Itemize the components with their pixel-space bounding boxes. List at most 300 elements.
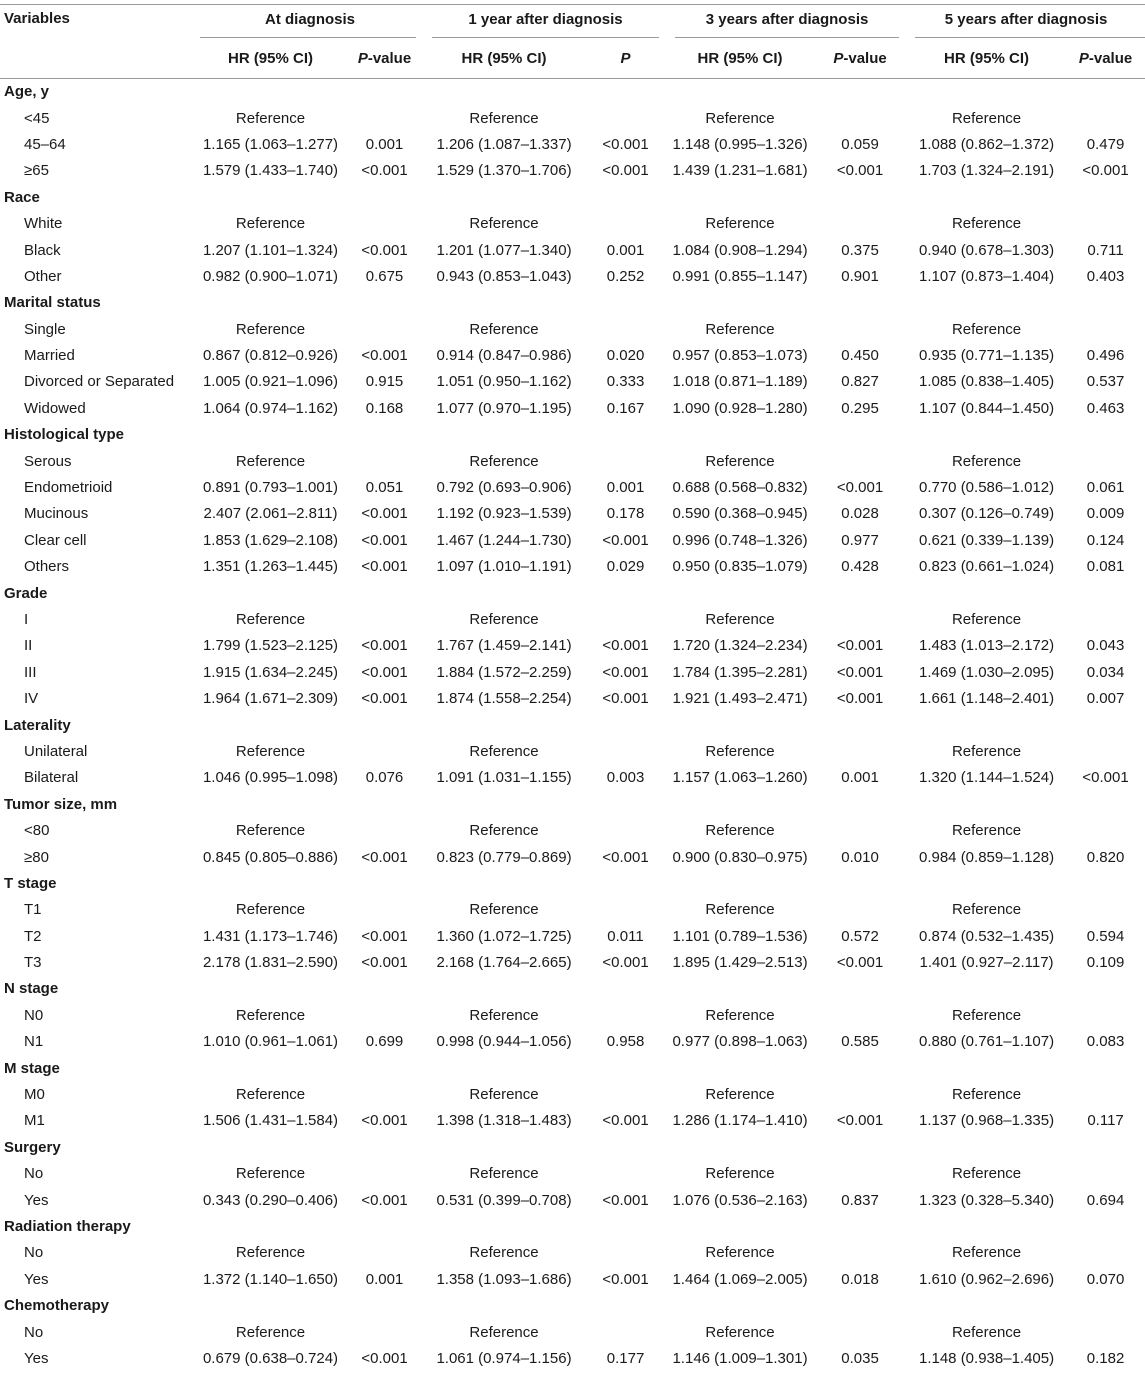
p-value-cell: 0.070 bbox=[1086, 1270, 1125, 1288]
section-row bbox=[0, 791, 1145, 817]
empty-cell bbox=[667, 1055, 813, 1081]
hr-cell: Reference bbox=[705, 215, 775, 233]
hr-cell: 1.148 (0.938–1.405) bbox=[918, 1349, 1055, 1367]
empty-cell bbox=[1066, 184, 1145, 210]
p-value-cell bbox=[584, 606, 667, 632]
p-header: P-value bbox=[1078, 49, 1133, 67]
empty-cell bbox=[1066, 1292, 1145, 1318]
row-label: Divorced or Separated bbox=[24, 373, 175, 391]
table-row bbox=[0, 1081, 1145, 1107]
hr-cell: Reference bbox=[951, 1244, 1022, 1262]
empty-cell bbox=[584, 1213, 667, 1239]
hr-cell: 1.201 (1.077–1.340) bbox=[436, 241, 572, 259]
section-row bbox=[0, 422, 1145, 448]
p-value-cell bbox=[813, 1081, 907, 1107]
empty-cell bbox=[667, 184, 813, 210]
hr-cell: Reference bbox=[705, 452, 775, 470]
hr-cell: 1.146 (1.009–1.301) bbox=[672, 1349, 808, 1367]
p-value-cell bbox=[584, 316, 667, 342]
p-value-cell: <0.001 bbox=[602, 637, 649, 655]
table-row bbox=[0, 316, 1145, 342]
hr-cell: Reference bbox=[705, 1165, 775, 1183]
p-value-cell: 0.403 bbox=[1086, 267, 1125, 285]
p-value-cell bbox=[584, 210, 667, 236]
empty-cell bbox=[1066, 1134, 1145, 1160]
table-row bbox=[0, 949, 1145, 975]
p-value-cell bbox=[1066, 448, 1145, 474]
hr-cell: 0.770 (0.586–1.012) bbox=[918, 479, 1055, 497]
empty-cell bbox=[907, 1213, 1066, 1239]
hr-cell: 1.895 (1.429–2.513) bbox=[672, 954, 808, 972]
hr-cell: 1.137 (0.968–1.335) bbox=[918, 1112, 1055, 1130]
p-value-cell bbox=[345, 817, 424, 843]
hr-cell: Reference bbox=[705, 320, 775, 338]
hr-cell: 1.165 (1.063–1.277) bbox=[202, 135, 339, 153]
hr-cell: 1.579 (1.433–1.740) bbox=[202, 162, 339, 180]
empty-cell bbox=[345, 791, 424, 817]
p-value-cell: 0.295 bbox=[841, 399, 879, 417]
p-value-cell bbox=[584, 1240, 667, 1266]
group-header-at-diagnosis bbox=[196, 0, 424, 38]
p-value-cell: <0.001 bbox=[836, 954, 884, 972]
p-value-cell: <0.001 bbox=[836, 663, 884, 681]
section-row bbox=[0, 1213, 1145, 1239]
empty-cell bbox=[1066, 580, 1145, 606]
empty-cell bbox=[813, 1292, 907, 1318]
hr-cell: 1.483 (1.013–2.172) bbox=[918, 637, 1055, 655]
hr-cell: Reference bbox=[705, 1244, 775, 1262]
table-row bbox=[0, 395, 1145, 421]
empty-cell bbox=[907, 79, 1066, 105]
hr-cell: Reference bbox=[469, 320, 539, 338]
table-row bbox=[0, 1029, 1145, 1055]
p-value-cell bbox=[813, 210, 907, 236]
p-value-cell: 0.182 bbox=[1086, 1349, 1125, 1367]
p-value-cell: 0.007 bbox=[1086, 690, 1125, 708]
p-value-cell: <0.001 bbox=[836, 637, 884, 655]
section-title: M stage bbox=[4, 1059, 60, 1077]
hr-cell: Reference bbox=[951, 109, 1022, 127]
row-label: IV bbox=[24, 690, 39, 708]
p-header: P-value bbox=[833, 49, 887, 67]
empty-cell bbox=[907, 870, 1066, 896]
p-value-cell: 0.901 bbox=[841, 267, 879, 285]
empty-cell bbox=[424, 976, 584, 1002]
p-value-cell: <0.001 bbox=[1082, 162, 1129, 180]
p-value-cell: 0.537 bbox=[1086, 373, 1125, 391]
hr-cell: 0.343 (0.290–0.406) bbox=[202, 1191, 339, 1209]
p-value-cell: 0.051 bbox=[365, 479, 404, 497]
p-value-cell: 0.572 bbox=[841, 927, 879, 945]
p-value-cell: 0.124 bbox=[1086, 531, 1125, 549]
p-value-cell bbox=[1066, 738, 1145, 764]
hr-cell: Reference bbox=[705, 822, 775, 840]
p-value-cell: <0.001 bbox=[361, 1191, 408, 1209]
table-row bbox=[0, 1002, 1145, 1028]
hr-cell: 1.767 (1.459–2.141) bbox=[436, 637, 572, 655]
hr-header: HR (95% CI) bbox=[227, 49, 313, 67]
p-value-cell bbox=[584, 1319, 667, 1345]
empty-cell bbox=[424, 290, 584, 316]
table-row bbox=[0, 527, 1145, 553]
p-value-cell bbox=[584, 738, 667, 764]
table-row bbox=[0, 554, 1145, 580]
p-value-cell: 0.333 bbox=[606, 373, 645, 391]
empty-cell bbox=[907, 1134, 1066, 1160]
hr-cell: 1.090 (0.928–1.280) bbox=[672, 399, 808, 417]
row-label: Mucinous bbox=[24, 505, 89, 523]
p-value-cell: 0.450 bbox=[841, 347, 879, 365]
hr-cell: 1.401 (0.927–2.117) bbox=[919, 954, 1054, 972]
p-value-cell: <0.001 bbox=[361, 1349, 408, 1367]
hr-cell: 0.823 (0.779–0.869) bbox=[436, 848, 572, 866]
empty-cell bbox=[584, 712, 667, 738]
empty-cell bbox=[813, 290, 907, 316]
hr-cell: 1.018 (0.871–1.189) bbox=[672, 373, 808, 391]
p-value-cell: 0.001 bbox=[841, 769, 879, 787]
hr-cell: Reference bbox=[235, 109, 306, 127]
empty-cell bbox=[813, 79, 907, 105]
hr-cell: Reference bbox=[235, 1244, 306, 1262]
hr-cell: 1.799 (1.523–2.125) bbox=[202, 637, 339, 655]
hr-cell: Reference bbox=[235, 1165, 306, 1183]
empty-cell bbox=[667, 1134, 813, 1160]
empty-cell bbox=[584, 290, 667, 316]
hr-cell: 0.823 (0.661–1.024) bbox=[918, 558, 1055, 576]
empty-cell bbox=[1066, 79, 1145, 105]
table-row bbox=[0, 501, 1145, 527]
row-label: <45 bbox=[24, 109, 50, 127]
p-value-cell: <0.001 bbox=[1082, 769, 1129, 787]
row-label: Endometrioid bbox=[24, 479, 113, 497]
p-value-cell bbox=[345, 210, 424, 236]
hr-cell: 0.891 (0.793–1.001) bbox=[202, 479, 339, 497]
hr-cell: 1.323 (0.328–5.340) bbox=[918, 1191, 1055, 1209]
empty-cell bbox=[907, 791, 1066, 817]
p-value-cell bbox=[813, 105, 907, 131]
p-value-cell: 0.958 bbox=[606, 1033, 645, 1051]
hr-cell: 0.845 (0.805–0.886) bbox=[202, 848, 339, 866]
table-row bbox=[0, 1266, 1145, 1292]
table-row bbox=[0, 131, 1145, 157]
row-label: M0 bbox=[24, 1086, 45, 1104]
p-value-cell bbox=[345, 1161, 424, 1187]
group-label: 5 years after diagnosis bbox=[944, 10, 1108, 28]
empty-cell bbox=[424, 184, 584, 210]
empty-cell bbox=[424, 1134, 584, 1160]
empty-cell bbox=[345, 422, 424, 448]
table-row bbox=[0, 1319, 1145, 1345]
hr-cell: 0.621 (0.339–1.139) bbox=[918, 531, 1055, 549]
hr-cell: 1.351 (1.263–1.445) bbox=[202, 558, 339, 576]
hr-cell: 2.407 (2.061–2.811) bbox=[203, 505, 338, 523]
empty-cell bbox=[345, 1213, 424, 1239]
hr-cell: 1.010 (0.961–1.061) bbox=[202, 1033, 339, 1051]
empty-cell bbox=[424, 1213, 584, 1239]
empty-cell bbox=[345, 290, 424, 316]
row-label: Clear cell bbox=[24, 531, 87, 549]
empty-cell bbox=[813, 184, 907, 210]
hr-cell: Reference bbox=[469, 109, 539, 127]
table-row bbox=[0, 897, 1145, 923]
row-label: N1 bbox=[24, 1033, 44, 1051]
section-row bbox=[0, 976, 1145, 1002]
empty-cell bbox=[424, 1292, 584, 1318]
row-label: Black bbox=[24, 241, 61, 259]
p-value-cell: 0.109 bbox=[1086, 954, 1125, 972]
hr-cell: 2.178 (1.831–2.590) bbox=[202, 954, 339, 972]
p-value-cell: 0.061 bbox=[1086, 479, 1125, 497]
hr-cell: Reference bbox=[469, 215, 539, 233]
hr-cell: 0.688 (0.568–0.832) bbox=[672, 479, 808, 497]
hr-cell: 0.874 (0.532–1.435) bbox=[918, 927, 1055, 945]
empty-cell bbox=[424, 79, 584, 105]
p-value-cell: 0.001 bbox=[365, 1270, 404, 1288]
p-value-cell: <0.001 bbox=[602, 531, 649, 549]
empty-cell bbox=[907, 184, 1066, 210]
p-value-cell: 0.375 bbox=[841, 241, 879, 259]
hr-cell: Reference bbox=[469, 611, 539, 628]
table-row bbox=[0, 844, 1145, 870]
hr-cell: 0.957 (0.853–1.073) bbox=[672, 347, 808, 365]
empty-cell bbox=[196, 422, 345, 448]
hr-cell: 0.531 (0.399–0.708) bbox=[436, 1191, 572, 1209]
hr-cell: 0.679 (0.638–0.724) bbox=[202, 1349, 339, 1367]
hr-cell: 1.320 (1.144–1.524) bbox=[918, 769, 1055, 787]
empty-cell bbox=[1066, 712, 1145, 738]
p-value-cell bbox=[345, 448, 424, 474]
p-value-cell: 0.168 bbox=[365, 399, 404, 417]
hr-cell: 1.046 (0.995–1.098) bbox=[202, 769, 339, 787]
hr-cell: Reference bbox=[469, 742, 539, 760]
row-label: Other bbox=[24, 267, 62, 285]
p-value-cell bbox=[813, 1161, 907, 1187]
hr-cell: 1.431 (1.173–1.746) bbox=[202, 927, 339, 945]
hr-header: HR (95% CI) bbox=[461, 49, 547, 67]
hr-cell: 1.784 (1.395–2.281) bbox=[672, 663, 808, 681]
table-row bbox=[0, 1161, 1145, 1187]
p-value-cell: <0.001 bbox=[602, 1191, 649, 1209]
section-title: N stage bbox=[4, 980, 59, 998]
hr-cell: Reference bbox=[705, 1086, 775, 1104]
p-value-cell bbox=[813, 448, 907, 474]
p-value-cell: <0.001 bbox=[361, 347, 408, 365]
p-value-cell: <0.001 bbox=[836, 479, 884, 497]
hr-cell: 1.107 (0.844–1.450) bbox=[918, 399, 1055, 417]
p-value-cell bbox=[1066, 897, 1145, 923]
table-row bbox=[0, 1108, 1145, 1134]
hr-cell: Reference bbox=[469, 1086, 539, 1104]
hr-cell: Reference bbox=[951, 1323, 1022, 1341]
p-value-cell: 0.915 bbox=[365, 373, 404, 391]
empty-cell bbox=[424, 422, 584, 448]
p-value-cell: 0.003 bbox=[606, 769, 645, 787]
empty-cell bbox=[667, 1213, 813, 1239]
empty-cell bbox=[196, 976, 345, 1002]
row-label: ≥80 bbox=[24, 848, 49, 866]
empty-cell bbox=[424, 712, 584, 738]
table-row bbox=[0, 474, 1145, 500]
p-value-cell bbox=[1066, 1002, 1145, 1028]
p-value-cell: <0.001 bbox=[602, 954, 649, 972]
empty-cell bbox=[1066, 791, 1145, 817]
hr-cell: 0.950 (0.835–1.079) bbox=[672, 558, 808, 576]
p-value-cell: 0.428 bbox=[841, 558, 879, 576]
p-value-cell: 0.076 bbox=[365, 769, 404, 787]
table-row bbox=[0, 158, 1145, 184]
hr-cell: Reference bbox=[951, 822, 1022, 840]
p-value-cell: 0.699 bbox=[365, 1033, 404, 1051]
hr-cell: 1.088 (0.862–1.372) bbox=[918, 135, 1055, 153]
hr-cell: 1.107 (0.873–1.404) bbox=[918, 267, 1055, 285]
empty-cell bbox=[345, 976, 424, 1002]
table-header bbox=[0, 0, 1145, 79]
hr-cell: 1.077 (0.970–1.195) bbox=[436, 399, 572, 417]
p-value-cell: 0.178 bbox=[606, 505, 645, 523]
p-value-cell: 0.029 bbox=[606, 558, 645, 576]
p-value-cell: <0.001 bbox=[361, 927, 408, 945]
p-value-cell: 0.694 bbox=[1086, 1191, 1125, 1209]
hr-cell: 1.469 (1.030–2.095) bbox=[918, 663, 1055, 681]
row-label: No bbox=[24, 1244, 44, 1262]
row-label: T3 bbox=[24, 954, 42, 972]
table-row bbox=[0, 263, 1145, 289]
row-label: Bilateral bbox=[24, 769, 79, 787]
hr-cell: 0.880 (0.761–1.107) bbox=[918, 1033, 1055, 1051]
p-value-cell bbox=[345, 1081, 424, 1107]
hr-header: HR (95% CI) bbox=[944, 49, 1030, 67]
hr-cell: 1.610 (0.962–2.696) bbox=[918, 1270, 1055, 1288]
row-label: N0 bbox=[24, 1006, 44, 1024]
p-value-cell: <0.001 bbox=[361, 531, 408, 549]
hr-cell: 0.900 (0.830–0.975) bbox=[672, 848, 808, 866]
table-body bbox=[0, 79, 1145, 1372]
hr-cell: 0.940 (0.678–1.303) bbox=[918, 241, 1055, 259]
empty-cell bbox=[196, 290, 345, 316]
hr-cell: Reference bbox=[705, 611, 775, 628]
empty-cell bbox=[1066, 1213, 1145, 1239]
hr-cell: 1.467 (1.244–1.730) bbox=[436, 531, 572, 549]
empty-cell bbox=[907, 1292, 1066, 1318]
p-value-cell bbox=[1066, 1319, 1145, 1345]
empty-cell bbox=[196, 870, 345, 896]
hr-cell: Reference bbox=[951, 452, 1022, 470]
empty-cell bbox=[196, 1055, 345, 1081]
row-label: Widowed bbox=[24, 399, 86, 417]
hr-cell: 0.998 (0.944–1.056) bbox=[436, 1033, 572, 1051]
hr-cell: Reference bbox=[951, 901, 1022, 919]
p-value-cell: <0.001 bbox=[836, 1112, 884, 1130]
empty-cell bbox=[667, 580, 813, 606]
table-row bbox=[0, 369, 1145, 395]
hr-cell: 1.439 (1.231–1.681) bbox=[672, 162, 808, 180]
empty-cell bbox=[345, 1134, 424, 1160]
hr-cell: 1.964 (1.671–2.309) bbox=[202, 690, 339, 708]
section-row bbox=[0, 1134, 1145, 1160]
section-row bbox=[0, 712, 1145, 738]
p-value-cell: <0.001 bbox=[602, 848, 649, 866]
p-value-cell bbox=[813, 606, 907, 632]
p-value-cell: 0.001 bbox=[606, 241, 645, 259]
empty-cell bbox=[345, 1055, 424, 1081]
empty-cell bbox=[196, 1213, 345, 1239]
empty-cell bbox=[1066, 976, 1145, 1002]
hr-cell: Reference bbox=[705, 1006, 775, 1024]
group-header-3-years bbox=[667, 0, 907, 38]
empty-cell bbox=[667, 79, 813, 105]
hr-cell: Reference bbox=[469, 822, 539, 840]
group-label: At diagnosis bbox=[265, 10, 356, 28]
empty-cell bbox=[667, 870, 813, 896]
p-value-cell: <0.001 bbox=[361, 241, 408, 259]
hr-cell: 1.206 (1.087–1.337) bbox=[436, 135, 572, 153]
hr-cell: 0.307 (0.126–0.749) bbox=[918, 505, 1055, 523]
p-value-cell: <0.001 bbox=[361, 505, 408, 523]
p-value-cell: <0.001 bbox=[361, 690, 408, 708]
empty-cell bbox=[667, 791, 813, 817]
p-value-cell: 0.177 bbox=[606, 1349, 645, 1367]
p-value-cell: 0.009 bbox=[1086, 505, 1125, 523]
empty-cell bbox=[813, 712, 907, 738]
variables-header: Variables bbox=[4, 10, 70, 27]
section-title: Age, y bbox=[4, 83, 50, 101]
hr-cell: 1.157 (1.063–1.260) bbox=[672, 769, 808, 787]
p-value-cell: <0.001 bbox=[602, 690, 649, 708]
hr-cell: 1.286 (1.174–1.410) bbox=[672, 1112, 808, 1130]
hr-cell: 0.935 (0.771–1.135) bbox=[918, 347, 1055, 365]
row-label: 45–64 bbox=[24, 135, 66, 153]
p-value-cell bbox=[584, 105, 667, 131]
row-label: Yes bbox=[24, 1270, 49, 1288]
empty-cell bbox=[196, 1134, 345, 1160]
hr-cell: 1.720 (1.324–2.234) bbox=[672, 637, 808, 655]
p-value-cell bbox=[345, 1319, 424, 1345]
p-value-cell bbox=[813, 316, 907, 342]
empty-cell bbox=[584, 976, 667, 1002]
p-value-cell bbox=[584, 1161, 667, 1187]
p-value-cell: 0.035 bbox=[841, 1349, 879, 1367]
empty-cell bbox=[813, 791, 907, 817]
p-value-cell: 0.496 bbox=[1086, 347, 1125, 365]
empty-cell bbox=[196, 791, 345, 817]
empty-cell bbox=[813, 1134, 907, 1160]
p-value-cell bbox=[813, 738, 907, 764]
hr-cell: Reference bbox=[951, 1006, 1022, 1024]
row-label: ≥65 bbox=[24, 162, 49, 180]
hr-cell: Reference bbox=[235, 215, 306, 233]
hr-cell: 0.991 (0.855–1.147) bbox=[672, 267, 808, 285]
section-row bbox=[0, 870, 1145, 896]
table-row bbox=[0, 606, 1145, 632]
row-label: M1 bbox=[24, 1112, 45, 1130]
hr-cell: Reference bbox=[951, 1165, 1022, 1183]
empty-cell bbox=[584, 1055, 667, 1081]
p-value-cell: 0.820 bbox=[1086, 848, 1125, 866]
empty-cell bbox=[667, 290, 813, 316]
hr-cell: 1.085 (0.838–1.405) bbox=[918, 373, 1055, 391]
hr-cell: 1.529 (1.370–1.706) bbox=[436, 162, 572, 180]
hr-cell: 0.914 (0.847–0.986) bbox=[436, 347, 572, 365]
hr-cell: 1.076 (0.536–2.163) bbox=[672, 1191, 808, 1209]
table-row bbox=[0, 633, 1145, 659]
hr-cell: Reference bbox=[235, 901, 306, 919]
p-value-cell bbox=[345, 105, 424, 131]
empty-cell bbox=[667, 976, 813, 1002]
hr-cell: Reference bbox=[469, 1244, 539, 1262]
empty-cell bbox=[196, 79, 345, 105]
section-title: Radiation therapy bbox=[4, 1217, 131, 1235]
empty-cell bbox=[907, 1055, 1066, 1081]
